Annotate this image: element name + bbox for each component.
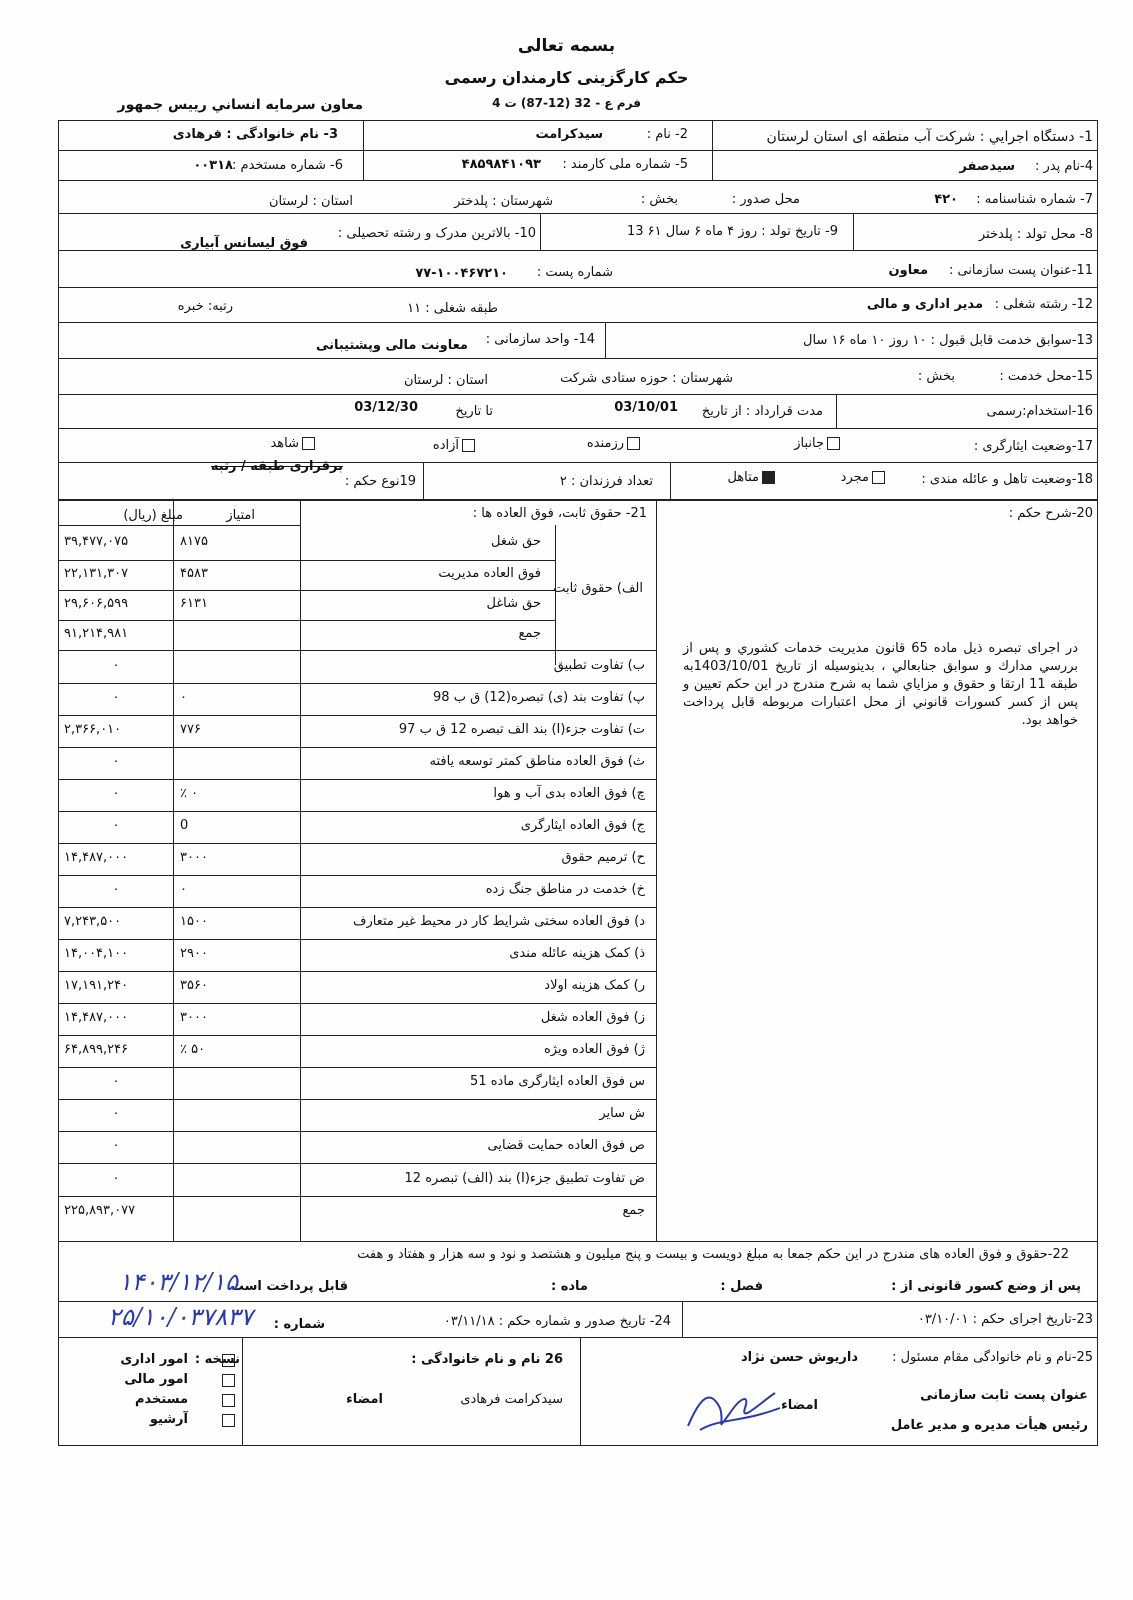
copy-item-label: مستخدم [135, 1392, 188, 1407]
salary-item-amount: ۱۷,۱۹۱,۲۴۰ [64, 978, 129, 993]
contract-to: 03/12/30 [354, 400, 418, 415]
salary-item-label: ز) فوق العاده شغل [540, 1010, 645, 1025]
contract-from: 03/10/01 [614, 400, 678, 415]
salary-row-divider [58, 939, 656, 940]
salary-item-score: ۳۰۰۰ [180, 1010, 208, 1025]
district-label: بخش : [640, 192, 678, 207]
field-6-label: 6- شماره مستخدم : [232, 158, 343, 173]
salary-row-divider [58, 811, 656, 812]
salary-item-score: ۷۷۶ [180, 722, 201, 737]
handwritten-date: ۱۴۰۳/۱۲/۱۵ [118, 1268, 238, 1296]
field-10-label: 10- بالاترین مدرک و رشته تحصیلی : [337, 226, 536, 241]
employee-sign-label: امضاء [346, 1392, 383, 1407]
salary-row-divider [58, 683, 656, 684]
single-checkbox[interactable] [872, 471, 885, 484]
field-15-province: استان : لرستان [403, 373, 488, 388]
field-18: 18-وضعیت تاهل و عائله مندی : [921, 472, 1093, 487]
field-7-value: ۴۲۰ [934, 192, 958, 207]
shahed-label: شاهد [270, 436, 299, 451]
salary-item-label: فوق العاده مدیریت [438, 566, 541, 581]
azadeh-label: آزاده [432, 438, 459, 453]
salary-item-score: ۴۵۸۳ [180, 566, 208, 581]
married-checkbox[interactable] [762, 471, 775, 484]
salary-item-amount: ۶۴,۸۹۹,۲۴۶ [64, 1042, 129, 1057]
salary-row-divider [58, 590, 300, 591]
salary-item-amount: ۲۲۵,۸۹۳,۰۷۷ [64, 1202, 136, 1218]
contract-label: مدت قرارداد : از تاریخ [701, 404, 823, 419]
salary-item-score: ۸۱۷۵ [180, 533, 208, 549]
children-count: تعداد فرزندان : ۲ [559, 474, 653, 489]
field-8: 8- محل تولد : پلدختر [978, 227, 1093, 242]
contract-to-label: تا تاریخ [455, 404, 493, 419]
field-5-value: ۴۸۵۹۸۴۱۰۹۳ [461, 157, 541, 172]
salary-title: 21- حقوق ثابت، فوق العاده ها : [472, 506, 647, 521]
salary-row-divider [58, 715, 656, 716]
ruling-type-value: برقراری طبقه / رتبه [210, 459, 343, 474]
salary-item-amount: ۷,۲۴۳,۵۰۰ [64, 914, 122, 929]
salary-item-score: ۶۱۳۱ [180, 596, 208, 611]
salary-row-divider [58, 1163, 656, 1164]
copy-item-label: امور اداری [120, 1352, 188, 1367]
salary-item-amount: ۹۱,۲۱۴,۹۸۱ [64, 626, 129, 641]
shahed-checkbox[interactable] [302, 437, 315, 450]
razmandeh-label: رزمنده [586, 436, 624, 451]
field-26: 26 نام و نام خانوادگی : [411, 1352, 563, 1367]
field-15-district: بخش : [917, 369, 955, 384]
salary-item-label: ذ) کمک هزینه عائله مندی [509, 946, 645, 961]
field-3: 3- نام خانوادگی : فرهادی [172, 127, 338, 142]
salary-item-amount: ۱۴,۴۸۷,۰۰۰ [64, 1010, 129, 1025]
field-15-label: 15-محل خدمت : [999, 369, 1093, 384]
article-label: ماده : [550, 1279, 588, 1294]
province-label: استان : لرستان [268, 194, 353, 209]
field-24: 24- تاریخ صدور و شماره حکم : ۰۳/۱۱/۱۸ [443, 1314, 671, 1329]
salary-item-amount: ۰ [112, 1074, 120, 1089]
single-label: مجرد [840, 470, 869, 485]
post-title-label: عنوان پست ثابت سازمانی [920, 1388, 1088, 1403]
salary-item-label: ج) فوق العاده ایثارگری [520, 818, 645, 833]
married-label: متاهل [727, 470, 759, 485]
salary-item-label: ص فوق العاده حمایت قضایی [487, 1138, 645, 1153]
salary-item-label: ث) فوق العاده مناطق کمتر توسعه یافته [429, 754, 645, 769]
salary-item-amount: ۰ [112, 690, 120, 705]
salary-row-divider [58, 843, 656, 844]
field-25-label: 25-نام و نام خانوادگی مقام مسئول : [892, 1350, 1093, 1365]
option-janbaz[interactable] [794, 436, 843, 451]
copy-checkbox[interactable] [222, 1354, 235, 1367]
field-5-label: 5- شماره ملی کارمند : [562, 157, 688, 172]
field-14-value: معاونت مالی وپشتیبانی [315, 338, 468, 353]
field-12-label: 12- رشته شغلی : [994, 297, 1093, 312]
salary-row-divider [58, 560, 300, 561]
field-12-value: مدیر اداری و مالی [866, 297, 983, 312]
post-number-value: ۷۷-۱۰۰۴۶۷۲۱۰ [415, 266, 508, 281]
razmandeh-checkbox[interactable] [627, 437, 640, 450]
salary-row-divider [300, 560, 555, 561]
copy-item-label: آرشیو [149, 1412, 188, 1427]
option-married[interactable] [727, 470, 778, 485]
janbaz-checkbox[interactable] [827, 437, 840, 450]
salary-item-score: ۱۵۰۰ [180, 914, 208, 929]
salary-row-divider [300, 590, 555, 591]
salary-row-divider [58, 1099, 656, 1100]
field-6-value: ۰۰۳۱۸ [193, 158, 233, 173]
copy-checkbox[interactable] [222, 1394, 235, 1407]
copy-item-label: امور مالی [124, 1372, 188, 1387]
field-25-value: داریوش حسن نژاد [740, 1350, 858, 1365]
handwritten-number: ۲۵/۱۰/۰۳۷۸۳۷ [107, 1303, 253, 1331]
score-column-header: امتیاز [226, 508, 255, 523]
salary-item-label: د) فوق العاده سختی شرایط کار در محیط غیر متعارف [352, 914, 645, 929]
employee-name: سیدکرامت فرهادی [460, 1392, 563, 1407]
salary-item-label: جمع [622, 1202, 645, 1218]
option-azadeh[interactable] [433, 438, 478, 453]
salary-row-divider [58, 747, 656, 748]
salary-item-label: حق شغل [490, 533, 541, 549]
salary-row-divider [58, 971, 656, 972]
janbaz-label: جانباز [794, 436, 824, 451]
field-10-value: فوق لیسانس آبیاری [180, 236, 308, 251]
number-label: شماره : [273, 1317, 325, 1332]
copy-item[interactable] [120, 1352, 188, 1367]
salary-item-score: ٪ ۵۰ [180, 1042, 206, 1057]
field-13: 13-سوابق خدمت قابل قبول : ۱۰ روز ۱۰ ماه ۱۶ سال [803, 333, 1093, 348]
signature-scribble [680, 1378, 790, 1438]
salary-item-amount: ۲۲,۱۳۱,۳۰۷ [64, 566, 129, 581]
option-single[interactable] [841, 470, 888, 485]
field-17: 17-وضعیت ایثارگری : [973, 439, 1093, 454]
salary-item-score: ۰ [180, 882, 187, 897]
salary-item-label: حق شاغل [486, 596, 541, 611]
salary-row-divider [58, 875, 656, 876]
salary-item-label: ر) کمک هزینه اولاد [544, 978, 645, 993]
copy-label: نسخه : [194, 1352, 240, 1367]
salary-item-amount: ۰ [112, 1170, 120, 1186]
salary-row-divider [58, 1067, 656, 1068]
official-sign-label: امضاء [781, 1398, 818, 1413]
field-2-value: سیدکرامت [535, 127, 603, 142]
salary-item-amount: ۲۹,۶۰۶,۵۹۹ [64, 596, 129, 611]
salary-item-label: خ) خدمت در مناطق جنگ زده [485, 882, 645, 897]
field-4-value: سیدصفر [959, 159, 1015, 174]
azadeh-checkbox[interactable] [462, 439, 475, 452]
ruling-text: در اجرای تبصره ذیل ماده 65 قانون مدیریت خدمات کشوري و پس از بررسي مدارك و سوابق جنابعالي ، بدينوسيله از تاریخ 1403/10/01به طبقه 11 ارتقا و حقوق و مزاياي شما به شرح مندرج در اين حكم تعيين و پس از كسر كسورات قانوني از محل اعتبارات مربوطه قابل پرداخت خواهد بود. [683, 641, 1078, 728]
salary-item-label: ب) تفاوت تطبیق [553, 657, 645, 673]
deputy-label: معاون سرمایه انساني رييس جمهور [117, 97, 363, 113]
field-1: 1- دستگاه اجرايي : شرکت آب منطقه ای استان لرستان [766, 129, 1093, 145]
copy-checkbox[interactable] [222, 1374, 235, 1387]
option-razmandeh[interactable] [587, 436, 643, 451]
copy-item[interactable] [135, 1392, 188, 1407]
salary-item-label: ش سایر [599, 1106, 645, 1121]
salary-item-score: ۲۹۰۰ [180, 946, 208, 961]
salary-item-score: 0 [180, 818, 189, 833]
issue-place-label: محل صدور : [731, 192, 800, 207]
salary-item-label: جمع [518, 626, 541, 641]
copy-checkbox[interactable] [222, 1414, 235, 1427]
salary-item-amount: ۳۹,۴۷۷,۰۷۵ [64, 533, 129, 549]
copy-item[interactable] [124, 1372, 188, 1387]
salary-row-divider [58, 620, 300, 621]
deduction-label: پس از وضع کسور قانونی از : [891, 1279, 1081, 1294]
field-22: 22-حقوق و فوق العاده های مندرج در این حکم جمعا به مبلغ دویست و بیست و پنج میلیون و هشتصد و نود و سه هزار و هفتاد و هفت [357, 1247, 1069, 1262]
salary-row-divider [58, 779, 656, 780]
salary-item-amount: ۱۴,۴۸۷,۰۰۰ [64, 850, 129, 865]
salary-item-amount: ۰ [112, 754, 120, 769]
copy-item[interactable] [150, 1412, 188, 1427]
job-grade: طبقه شغلی : ۱۱ [407, 301, 498, 316]
amount-column-header: مبلغ (ریال) [123, 508, 183, 523]
salary-row-divider [58, 1003, 656, 1004]
salary-row-divider [58, 1035, 656, 1036]
job-rank: رتبه: خبره [177, 299, 233, 314]
salary-item-amount: ۰ [112, 818, 120, 833]
salary-item-amount: ۰ [112, 1106, 120, 1121]
salary-item-amount: ۲,۳۶۶,۰۱۰ [64, 722, 122, 737]
salary-item-label: پ) تفاوت بند (ی) تبصره(12) ق ب 98 [433, 690, 645, 705]
city-label: شهرستان : پلدختر [454, 194, 553, 209]
document-title: حکم کارگزینی کارمندان رسمی [444, 68, 689, 87]
salary-item-label: ح) ترمیم حقوق [561, 850, 645, 865]
salary-row-divider [300, 620, 555, 621]
payable-label: قابل پرداخت است [230, 1279, 348, 1294]
field-15-city: شهرستان : حوزه ستادی شرکت [560, 371, 733, 386]
salary-item-amount: ۰ [112, 786, 120, 801]
salary-item-amount: ۰ [112, 657, 120, 673]
salary-item-amount: ۱۴,۰۰۴,۱۰۰ [64, 946, 129, 961]
salary-item-score: ۳۵۶۰ [180, 978, 208, 993]
chapter-label: فصل : [720, 1279, 763, 1294]
post-title-value: رئیس هیأت مدیره و مدیر عامل [890, 1418, 1088, 1433]
ruling-type-label: 19نوع حکم : [344, 474, 416, 489]
salary-item-score: ۰ [180, 690, 187, 705]
salary-row-divider [58, 907, 656, 908]
salary-row-divider [58, 1131, 656, 1132]
salary-item-score: ۳۰۰۰ [180, 850, 208, 865]
salary-item-score: ٪ ۰ [180, 786, 199, 801]
salary-item-label: چ) فوق العاده بدی آب و هوا [493, 786, 645, 801]
salary-item-label: س فوق العاده ایثارگری ماده 51 [470, 1074, 645, 1089]
field-11-label: 11-عنوان پست سازمانی : [948, 263, 1093, 278]
ruling-title: 20-شرح حکم : [1008, 506, 1093, 521]
field-2-label: 2- نام : [646, 127, 688, 142]
field-23: 23-تاریخ اجرای حکم : ۰۳/۱۰/۰۱ [917, 1312, 1093, 1327]
fixed-salary-label: الف) حقوق ثابت [553, 581, 643, 596]
salary-row-divider [58, 525, 300, 526]
field-16: 16-استخدام:رسمی [986, 404, 1093, 419]
field-7-label: 7- شماره شناسنامه : [976, 192, 1093, 207]
salary-item-label: ت) تفاوت جزء(I) بند الف تبصره 12 ق ب 97 [398, 722, 645, 737]
form-code: فرم ع - 32 (12-87) ت 4 [492, 96, 641, 110]
salary-item-label: ض تفاوت تطبیق جزء(I) بند (الف) تبصره 12 [404, 1170, 645, 1186]
option-shahed[interactable] [270, 436, 318, 451]
field-14-label: 14- واحد سازمانی : [485, 332, 595, 347]
salary-row-divider [58, 1196, 656, 1197]
post-number-label: شماره پست : [536, 265, 613, 280]
salary-item-amount: ۰ [112, 882, 120, 897]
field-11-value: معاون [888, 263, 928, 278]
salary-item-amount: ۰ [112, 1138, 120, 1153]
salary-item-label: ژ) فوق العاده ویژه [543, 1042, 645, 1057]
salary-row-divider [58, 650, 656, 651]
basmala: بسمه تعالی [517, 36, 616, 56]
field-4-label: 4-نام پدر : [1035, 159, 1093, 174]
field-9: 9- تاریخ تولد : روز ۴ ماه ۶ سال ۶۱ 13 [626, 224, 838, 239]
